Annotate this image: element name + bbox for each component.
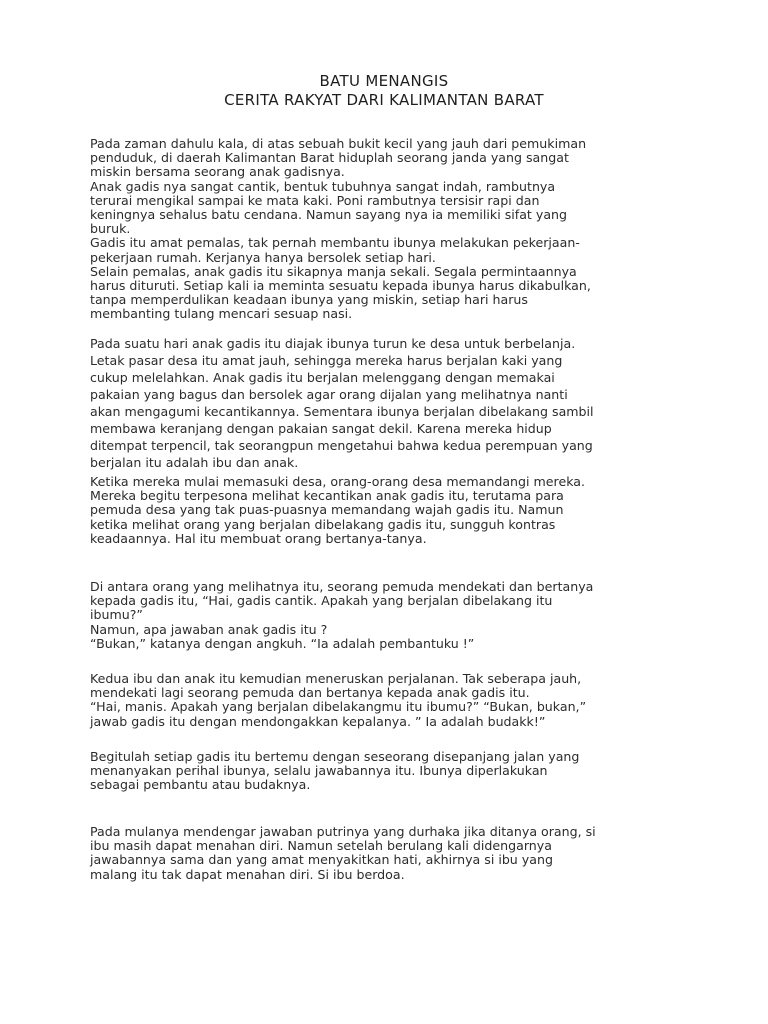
text-line: Pada zaman dahulu kala, di atas sebuah bukit kecil yang jauh dari pemukiman (90, 136, 587, 151)
text-line: ibu masih dapat menahan diri. Namun setelah berulang kali didengarnya (90, 838, 552, 854)
text-line: Begitulah setiap gadis itu bertemu dengan seseorang disepanjang jalan yang (90, 749, 580, 764)
text-line: “Bukan,” katanya dengan angkuh. “Ia adalah pembantuku !” (90, 635, 475, 651)
text-line: buruk. (90, 221, 131, 237)
text-line: Namun, apa jawaban anak gadis itu ? (90, 621, 328, 637)
document-subtitle: CERITA RAKYAT DARI KALIMANTAN BARAT (224, 91, 544, 109)
document-title: BATU MENANGIS (319, 72, 449, 90)
text-line: Kedua ibu dan anak itu kemudian meneruskan perjalanan. Tak seberapa jauh, (90, 671, 582, 686)
title-block (0, 72, 768, 110)
text-line: miskin bersama seorang anak gadisnya. (90, 164, 345, 180)
paragraph-5 (90, 672, 690, 729)
text-line: harus dituruti. Setiap kali ia meminta sesuatu kepada ibunya harus dikabulkan, (90, 278, 591, 294)
text-line: cukup melelahkan. Anak gadis itu berjalan melenggang dengan memakai (90, 370, 555, 385)
text-line: pakaian yang bagus dan bersolek agar orang dijalan yang melihatnya nanti (90, 387, 568, 402)
paragraph-3 (90, 475, 690, 546)
text-line: pemuda desa yang tak puas-puasnya memandang wajah gadis itu. Namun (90, 502, 564, 518)
text-line: Di antara orang yang melihatnya itu, seorang pemuda mendekati dan bertanya (90, 579, 594, 594)
text-line: Selain pemalas, anak gadis itu sikapnya manja sekali. Segala permintaannya (90, 263, 577, 279)
text-line: jawab gadis itu dengan mendongakkan kepalanya. ” Ia adalah budakk!” (90, 713, 546, 729)
text-line: jawabannya sama dan yang amat menyakitkan hati, akhirnya si ibu yang (90, 852, 553, 868)
text-line: Pada suatu hari anak gadis itu diajak ibunya turun ke desa untuk berbelanja. (90, 336, 576, 351)
text-line: terurai mengikal sampai ke mata kaki. Poni rambutnya tersisir rapi dan (90, 192, 540, 208)
text-line: membanting tulang mencari sesuap nasi. (90, 306, 353, 322)
text-line: akan mengagumi kecantikannya. Sementara ibunya berjalan dibelakang sambil (90, 404, 594, 419)
text-line: Gadis itu amat pemalas, tak pernah membantu ibunya melakukan pekerjaan- (90, 235, 580, 251)
text-line: keningnya sehalus batu cendana. Namun sayang nya ia memiliki sifat yang (90, 207, 568, 223)
text-line: Pada mulanya mendengar jawaban putrinya yang durhaka jika ditanya orang, si (90, 824, 596, 839)
text-line: ibumu?” (90, 607, 143, 623)
text-line: berjalan itu adalah ibu dan anak. (90, 455, 299, 470)
paragraph-4 (90, 580, 690, 651)
text-line: menanyakan perihal ibunya, selalu jawabannya itu. Ibunya diperlakukan (90, 763, 548, 779)
text-line: tanpa memperdulikan keadaan ibunya yang miskin, setiap hari harus (90, 292, 528, 308)
paragraph-2 (90, 335, 690, 471)
text-line: ditempat terpencil, tak seorangpun mengetahui bahwa kedua perempuan yang (90, 438, 593, 453)
text-line: sebagai pembantu atau budaknya. (90, 777, 311, 793)
text-line: ketika melihat orang yang berjalan dibelakang gadis itu, sungguh kontras (90, 516, 556, 532)
paragraph-7 (90, 825, 690, 882)
text-line: mendekati lagi seorang pemuda dan bertanya kepada anak gadis itu. (90, 685, 530, 701)
text-line: “Hai, manis. Apakah yang berjalan dibelakangmu itu ibumu?” “Bukan, bukan,” (90, 699, 587, 715)
text-line: penduduk, di daerah Kalimantan Barat hiduplah seorang janda yang sangat (90, 150, 569, 166)
paragraph-6 (90, 750, 690, 793)
text-line: Ketika mereka mulai memasuki desa, orang-orang desa memandangi mereka. (90, 474, 585, 489)
text-line: Anak gadis nya sangat cantik, bentuk tubuhnya sangat indah, rambutnya (90, 178, 556, 194)
text-line: membawa keranjang dengan pakaian sangat dekil. Karena mereka hidup (90, 421, 552, 436)
text-line: malang itu tak dapat menahan diri. Si ibu berdoa. (90, 866, 405, 882)
text-line: keadaannya. Hal itu membuat orang bertanya-tanya. (90, 530, 427, 546)
text-line: pekerjaan rumah. Kerjanya hanya bersolek setiap hari. (90, 249, 436, 265)
text-line: kepada gadis itu, “Hai, gadis cantik. Apakah yang berjalan dibelakang itu (90, 593, 553, 609)
paragraph-1 (90, 137, 690, 322)
text-line: Letak pasar desa itu amat jauh, sehingga mereka harus berjalan kaki yang (90, 353, 563, 368)
text-line: Mereka begitu terpesona melihat kecantikan anak gadis itu, terutama para (90, 488, 564, 504)
